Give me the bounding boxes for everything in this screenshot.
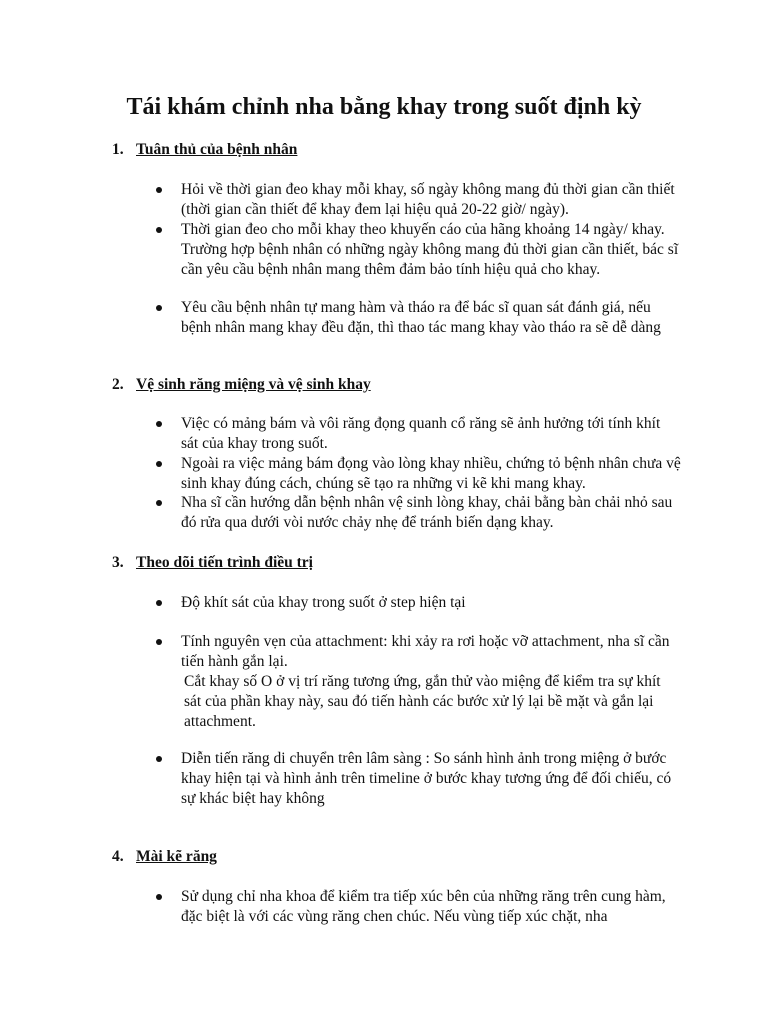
section-title: Theo dõi tiến trình điều trị [136, 554, 313, 571]
section-number: 1. [112, 141, 124, 158]
section-number: 2. [112, 376, 124, 393]
list-item-text: Yêu cầu bệnh nhân tự mang hàm và tháo ra để bác sĩ quan sát đánh giá, nếu bệnh nhân mang khay đều đặn, thì thao tác mang khay vào tháo ra sẽ dễ dàng [181, 299, 661, 336]
bullet-icon [156, 187, 162, 193]
list-item-text: Ngoài ra việc mảng bám đọng vào lòng khay nhiều, chứng tỏ bệnh nhân chưa vệ sinh khay đúng cách, chúng sẽ tạo ra những vi kẽ khi mang khay. [181, 455, 681, 492]
list-item [181, 180, 681, 220]
bullet-icon [156, 421, 162, 427]
list-item [181, 749, 681, 809]
section-heading-4 [112, 847, 217, 867]
bullet-icon [156, 500, 162, 506]
bullet-icon [156, 894, 162, 900]
list-item [181, 887, 681, 927]
list-item-text: Việc có mảng bám và vôi răng đọng quanh cổ răng sẽ ảnh hưởng tới tính khít sát của khay trong suốt. [181, 415, 661, 452]
list-item [181, 593, 681, 613]
list-item-text: Sử dụng chỉ nha khoa để kiểm tra tiếp xúc bên của những răng trên cung hàm, đặc biệt là với các vùng răng chen chúc. Nếu vùng tiếp xúc chặt, nha [181, 888, 666, 925]
bullet-icon [156, 756, 162, 762]
section-title: Tuân thủ của bệnh nhân [136, 141, 298, 158]
list-item-text: Độ khít sát của khay trong suốt ở step hiện tại [181, 594, 466, 611]
bullet-icon [156, 227, 162, 233]
list-item [181, 632, 681, 732]
list-item-text: Thời gian đeo cho mỗi khay theo khuyến cáo của hãng khoảng 14 ngày/ khay. Trường hợp bệnh nhân có những ngày không mang đủ thời gian cần thiết, bác sĩ cần yêu cầu bệnh nhân mang thêm đảm bảo tính hiệu quả cho khay. [181, 221, 679, 278]
bullet-icon [156, 461, 162, 467]
list-item-text: Nha sĩ cần hướng dẫn bệnh nhân vệ sinh lòng khay, chải bằng bàn chải nhỏ sau đó rửa qua dưới vòi nước chảy nhẹ để tránh biến dạng khay. [181, 494, 673, 531]
list-item-text: Tính nguyên vẹn của attachment: khi xảy ra rơi hoặc vỡ attachment, nha sĩ cần tiến hành gắn lại. [181, 633, 670, 670]
list-item-text: Cắt khay số O ở vị trí răng tương ứng, gắn thử vào miệng để kiểm tra sự khít sát của phần khay này, sau đó tiến hành các bước xử lý lại bề mặt và gắn lại attachment. [184, 673, 661, 730]
list-item [181, 220, 681, 280]
section-heading-3 [112, 553, 313, 573]
list-item [181, 414, 681, 454]
section-heading-1 [112, 140, 297, 160]
list-item [181, 493, 681, 533]
bullet-icon [156, 600, 162, 606]
document-title: Tái khám chỉnh nha bằng khay trong suốt định kỳ [126, 94, 642, 120]
bullet-icon [156, 639, 162, 645]
list-item-text: Diễn tiến răng di chuyển trên lâm sàng : So sánh hình ảnh trong miệng ở bước khay hiện tại và hình ảnh trên timeline ở bước khay tương ứng để đối chiếu, có sự khác biệt hay không [181, 750, 672, 807]
section-number: 3. [112, 554, 124, 571]
section-number: 4. [112, 848, 124, 865]
section-title: Vệ sinh răng miệng và vệ sinh khay [136, 376, 371, 393]
list-item [181, 298, 681, 338]
section-heading-2 [112, 375, 371, 395]
list-item-text: Hỏi về thời gian đeo khay mỗi khay, số ngày không mang đủ thời gian cần thiết (thời gian cần thiết để khay đem lại hiệu quả 20-22 giờ/ ngày). [181, 181, 675, 218]
list-item [181, 454, 681, 494]
section-title: Mài kẽ răng [136, 848, 217, 865]
bullet-icon [156, 305, 162, 311]
